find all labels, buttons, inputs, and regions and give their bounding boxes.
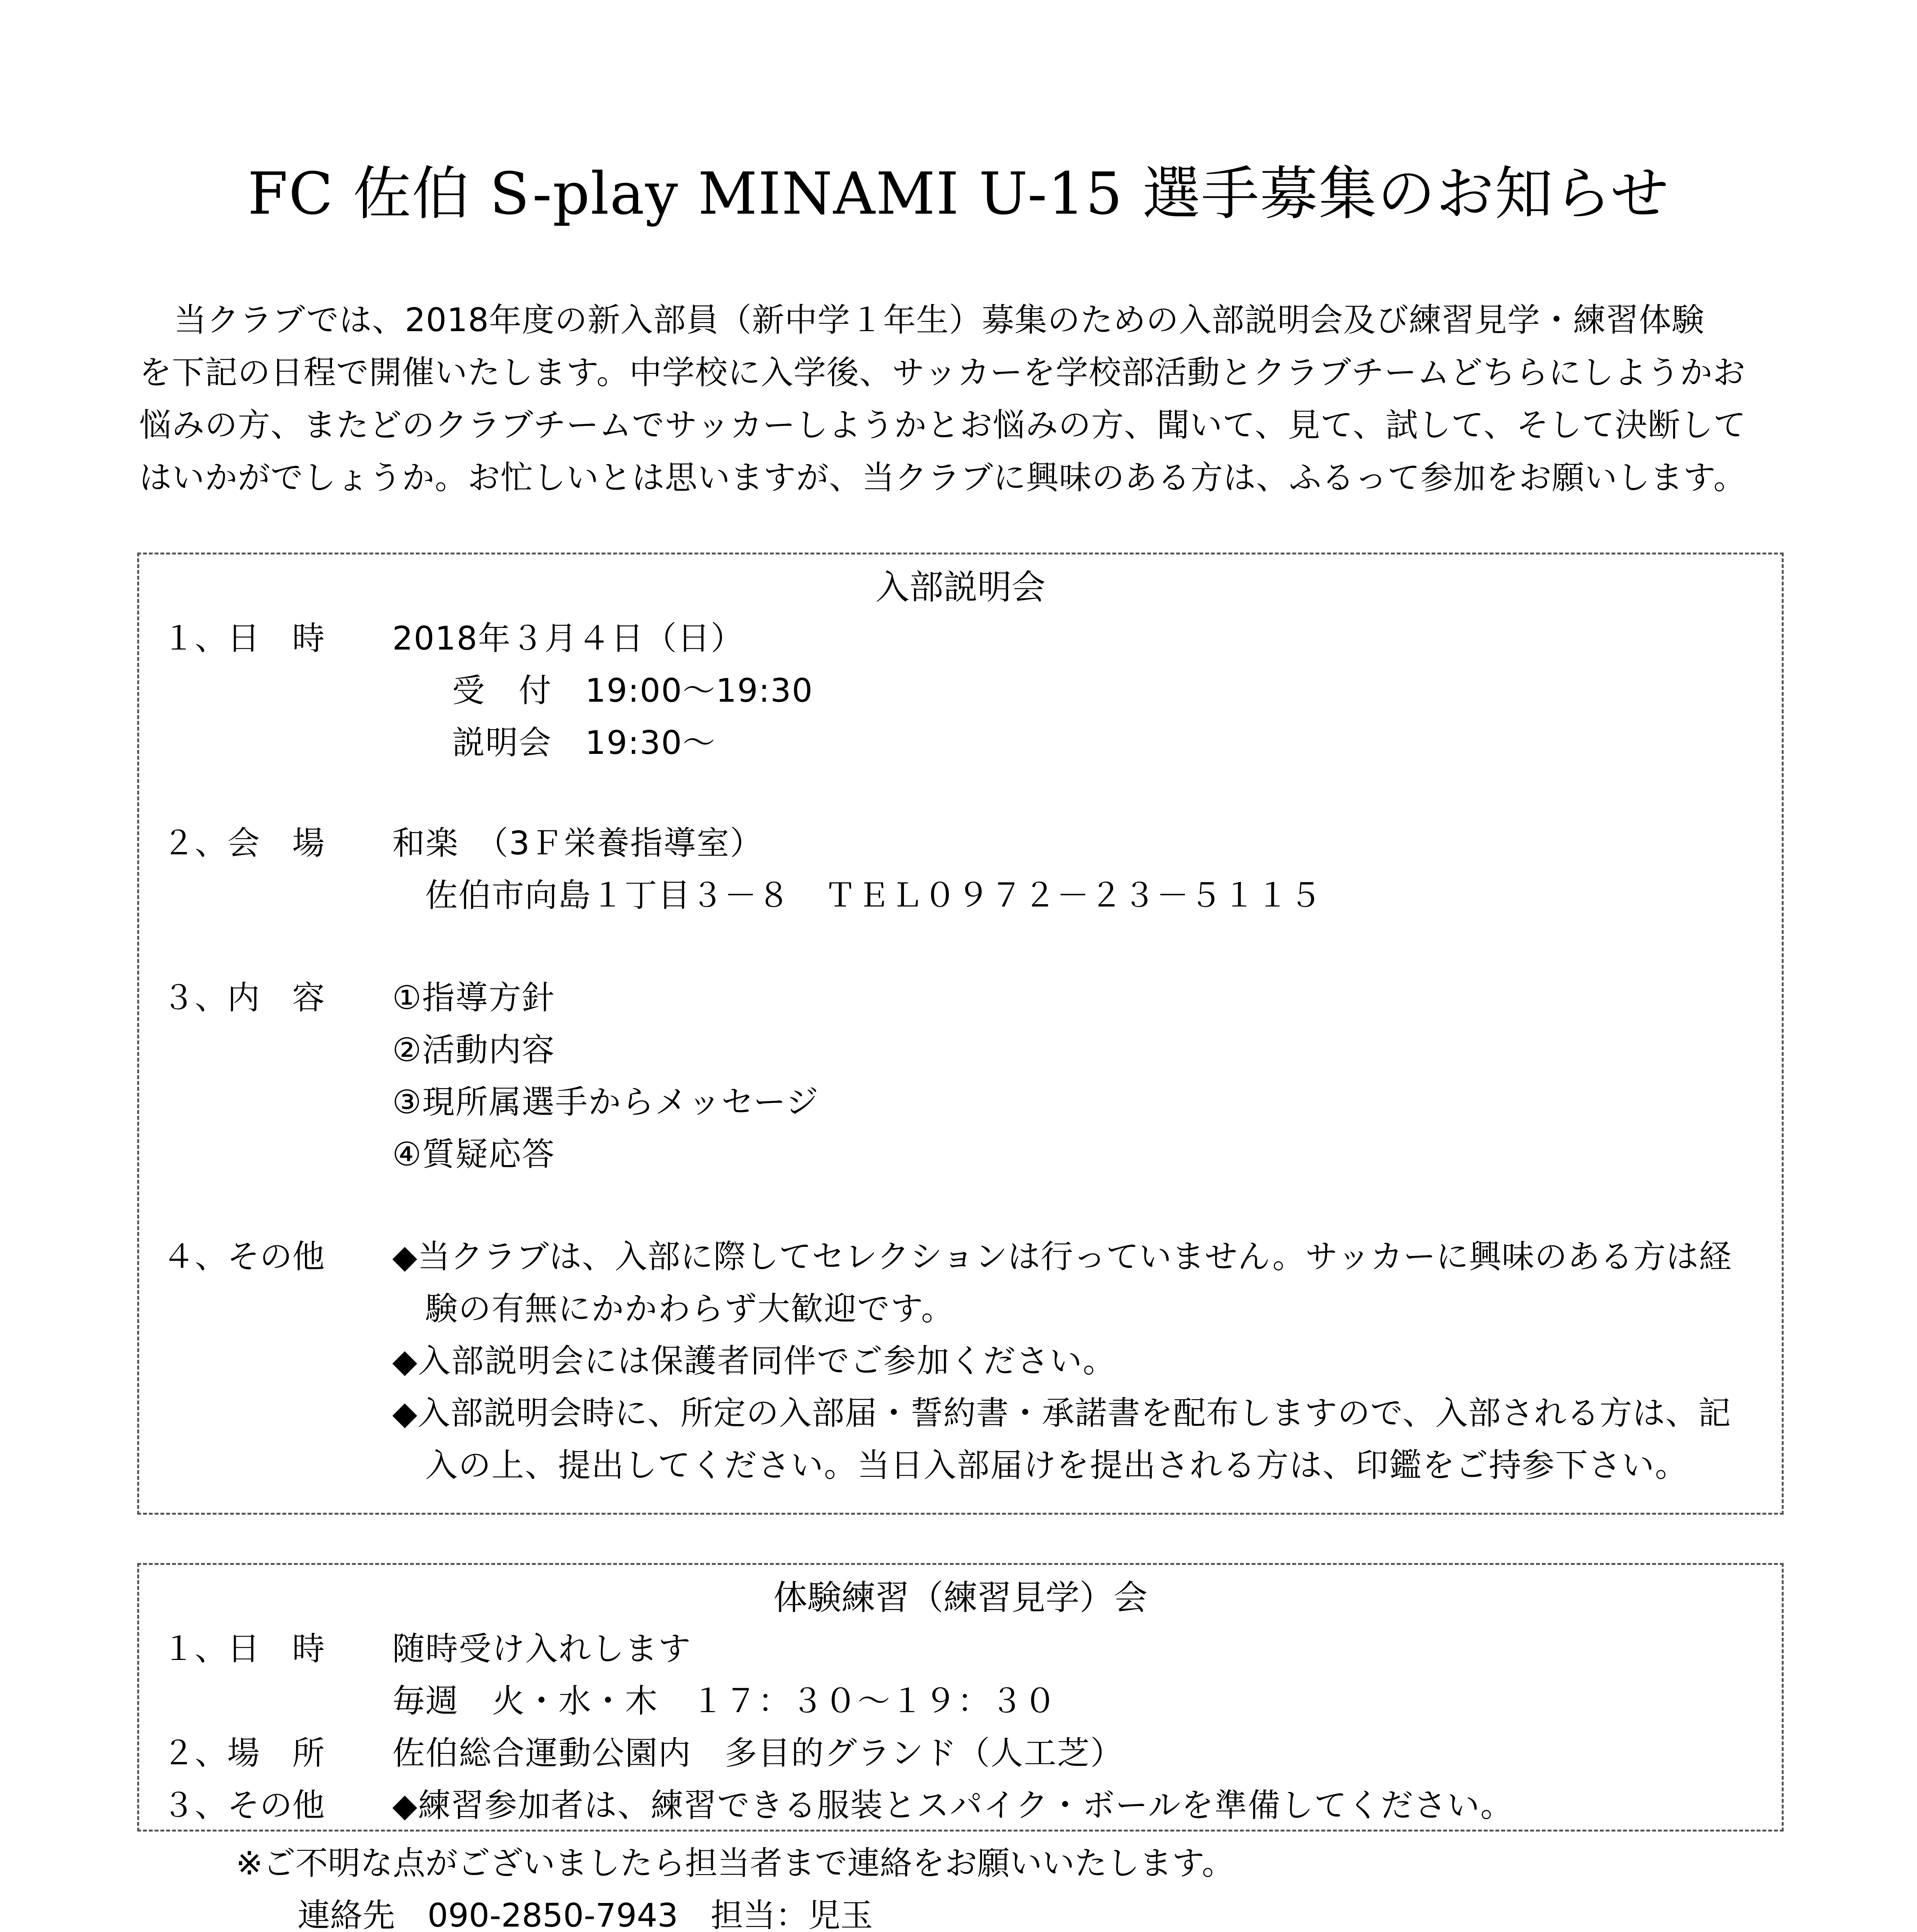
other-item: ◆入部説明会には保護者同伴でご参加ください。 [392,1342,1116,1380]
briefing-box [137,553,1784,1515]
page-title: FC 佐伯 S-play MINAMI U-15 選手募集のお知らせ [247,160,1670,228]
content-item: ④質疑応答 [392,1135,555,1173]
intro-line: 当クラブでは、2018年度の新入部員（新中学１年生）募集のための入部説明会及び練習見学・練習体験 [174,301,1705,339]
content-item: ②活動内容 [392,1031,555,1069]
other-label: ４、その他 [162,1238,325,1276]
intro-line: を下記の日程で開催いたします。中学校に入学後、サッカーを学校部活動とクラブチームどちらにしようかお [139,354,1746,391]
venue-label: ２、会 場 [162,824,325,862]
trial-heading: 体験練習（練習見学）会 [773,1578,1147,1617]
other-item: ◆当クラブは、入部に際してセレクションは行っていません。サッカーに興味のある方は経 [392,1238,1732,1276]
content-label: ３、内 容 [162,979,325,1017]
intro-line: 悩みの方、またどのクラブチームでサッカーしようかとお悩みの方、聞いて、見て、試して、そして決断して [139,406,1747,444]
trial-schedule: 毎週 火・水・木 １７：３０～１９：３０ [392,1682,1057,1720]
trial-place-label: ２、場 所 [162,1734,325,1772]
content-item: ①指導方針 [392,979,555,1017]
other-item: ◆入部説明会時に、所定の入部届・誓約書・承諾書を配布しますので、入部される方は、記 [392,1394,1731,1432]
trial-box [137,1563,1784,1832]
venue: 和楽 （3Ｆ栄養指導室） [392,824,763,862]
trial-other-label: ３、その他 [162,1786,325,1824]
session-time: 説明会 19:30～ [452,724,716,762]
content-item: ③現所属選手からメッセージ [392,1083,819,1121]
other-item: 験の有無にかかわらず大歓迎です。 [425,1290,955,1328]
trial-date: 随時受け入れします [392,1630,692,1668]
contact-line: 連絡先 090-2850-7943 担当：児玉 [298,1896,873,1932]
venue-address: 佐伯市向島１丁目３－８ ＴＥＬ０９７２－２３－５１１５ [425,876,1323,914]
briefing-date: 2018年３月４日（日） [392,619,744,657]
reception-time: 受 付 19:00～19:30 [452,672,814,709]
trial-date-label: １、日 時 [162,1630,325,1668]
trial-place: 佐伯総合運動公園内 多目的グランド（人工芝） [392,1734,1124,1772]
other-item: 入の上、提出してください。当日入部届けを提出される方は、印鑑をご持参下さい。 [425,1446,1689,1484]
date-label: １、日 時 [162,619,325,657]
intro-paragraph [139,294,1793,504]
trial-other: ◆練習参加者は、練習できる服装とスパイク・ボールを準備してください。 [392,1786,1514,1824]
inquiry-note: ※ご不明な点がございましたら担当者まで連絡をお願いいたします。 [236,1844,1234,1882]
intro-line: はいかがでしょうか。お忙しいとは思いますが、当クラブに興味のある方は、ふるって参加をお願いします。 [139,459,1747,497]
briefing-heading: 入部説明会 [875,567,1045,607]
